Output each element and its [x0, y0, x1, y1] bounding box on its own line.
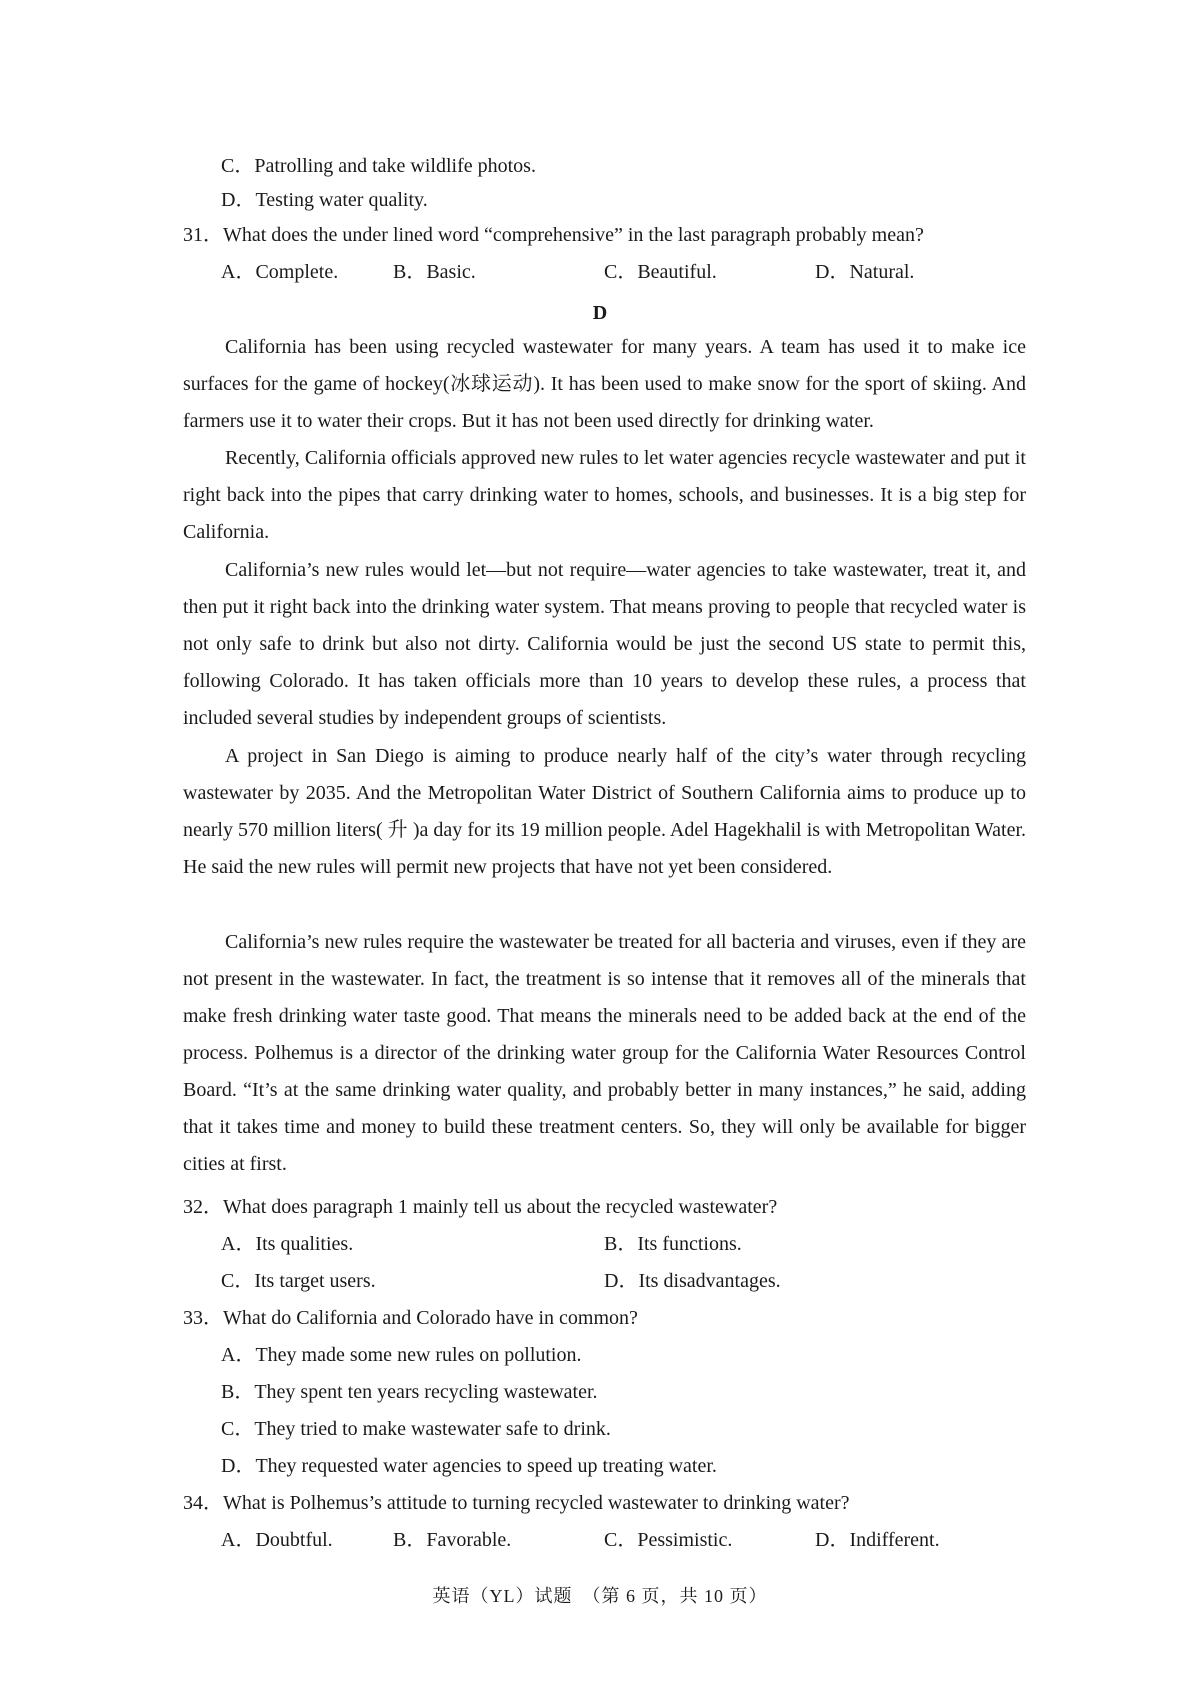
q31-stem: 31．What does the under lined word “comprehensive” in the last paragraph probably mean?: [183, 224, 924, 246]
q32-option-d: D．Its disadvantages.: [604, 1270, 781, 1292]
q33-option-a: A．They made some new rules on pollution.: [221, 1344, 582, 1366]
q32-option-c: C．Its target users.: [221, 1270, 376, 1292]
q30-option-d: D．Testing water quality.: [221, 189, 428, 211]
q31-option-a: A．Complete.: [221, 261, 339, 283]
q31-option-d: D．Natural.: [815, 261, 915, 283]
passage-paragraph-2: Recently, California officials approved new rules to let water agencies recycle wastewater and put it right back into the pipes that carry drinking water to homes, schools, and businesses. It is a big step for California.: [183, 447, 1026, 543]
q33-option-d: D．They requested water agencies to speed up treating water.: [221, 1455, 717, 1477]
passage-paragraph-4: A project in San Diego is aiming to produce nearly half of the city’s water through recycling wastewater by 2035. And the Metropolitan Water District of Southern California aims to produce up to nearly 570 million liters( 升 )a day for its 19 million people. Adel Hagekhalil is with Metropolitan Water. He said the new rules will permit new projects that have not yet been considered.: [183, 745, 1026, 878]
q30-option-c: C．Patrolling and take wildlife photos.: [221, 155, 536, 177]
passage-paragraph-1: California has been using recycled wastewater for many years. A team has used it to make ice surfaces for the game of hockey(冰球运动). It has been used to make snow for the sport of skiing. And farmers use it to water their crops. But it has not been used directly for drinking water.: [183, 336, 1026, 432]
passage-letter: D: [592, 302, 608, 324]
q34-option-b: B．Favorable.: [393, 1529, 512, 1551]
passage-paragraph-3: California’s new rules would let—but not require—water agencies to take wastewater, treat it, and then put it right back into the drinking water system. That means proving to people that recycled water is not only safe to drink but also not dirty. California would be just the second US state to permit this, following Colorado. It has taken officials more than 10 years to develop these rules, a process that included several studies by independent groups of scientists.: [183, 559, 1026, 729]
q33-stem: 33．What do California and Colorado have in common?: [183, 1307, 638, 1329]
q31-option-b: B．Basic.: [393, 261, 476, 283]
q32-option-a: A．Its qualities.: [221, 1233, 354, 1255]
q32-option-b: B．Its functions.: [604, 1233, 742, 1255]
q31-option-c: C．Beautiful.: [604, 261, 717, 283]
q34-option-d: D．Indifferent.: [815, 1529, 940, 1551]
q33-option-c: C．They tried to make wastewater safe to drink.: [221, 1418, 611, 1440]
q34-option-c: C．Pessimistic.: [604, 1529, 733, 1551]
page-footer: 英语（YL）试题 （第 6 页，共 10 页）: [432, 1586, 768, 1606]
q32-stem: 32．What does paragraph 1 mainly tell us about the recycled wastewater?: [183, 1196, 778, 1218]
q34-stem: 34．What is Polhemus’s attitude to turning recycled wastewater to drinking water?: [183, 1492, 850, 1514]
q33-option-b: B．They spent ten years recycling wastewater.: [221, 1381, 598, 1403]
q34-option-a: A．Doubtful.: [221, 1529, 333, 1551]
passage-paragraph-5: California’s new rules require the wastewater be treated for all bacteria and viruses, even if they are not present in the wastewater. In fact, the treatment is so intense that it removes all of the minerals that make fresh drinking water taste good. That means the minerals need to be added back at the end of the process. Polhemus is a director of the drinking water group for the California Water Resources Control Board. “It’s at the same drinking water quality, and probably better in many instances,” he said, adding that it takes time and money to build these treatment centers. So, they will only be available for bigger cities at first.: [183, 931, 1026, 1175]
